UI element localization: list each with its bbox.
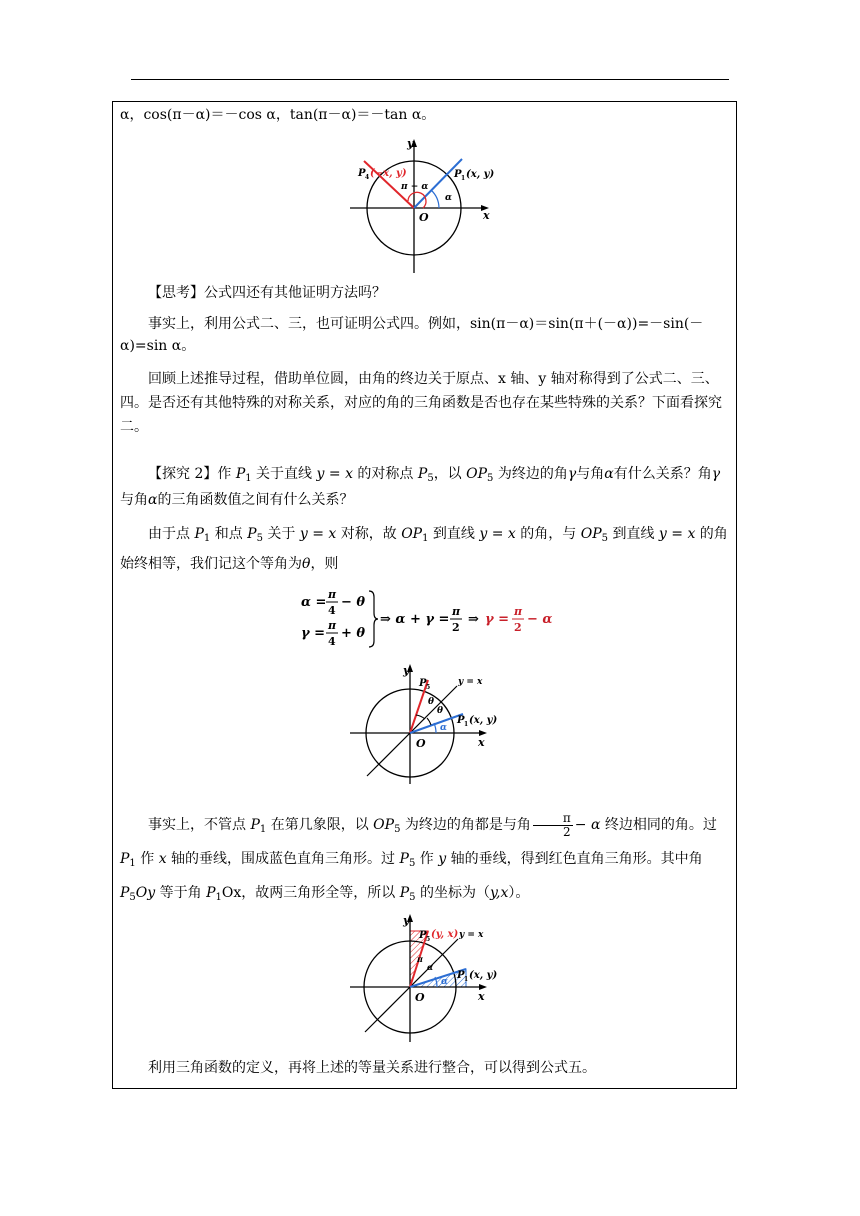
unit-circle-figure-2 bbox=[345, 662, 505, 787]
y-axis-label: y bbox=[407, 137, 414, 150]
p1-sub: 1 bbox=[464, 976, 469, 983]
unit-circle-figure-3 bbox=[345, 910, 505, 1045]
y-equals-x-label: y = x bbox=[458, 677, 483, 687]
fact2-paragraph: 事实上，不管点 $P_1$ 在第几象限，以 $OP_5$ 为终边的角都是与角 $\frac{\pi}{2}$ − α 终边相同的角。过 $P_1$ 作 x 轴的垂线，围成蓝色直角三角形。过 $P_5$ 作 y 轴的垂线，得到红色直角三角形。其中角 $P_5Oy$ 等于角 $P_1Ox$，故两三角形全等，所以 $P_5$ 的坐标为（y,x）。 bbox=[120, 810, 717, 903]
formula-block bbox=[298, 583, 558, 653]
svg-text:2: 2 bbox=[514, 621, 522, 634]
y-axis-label: y bbox=[403, 914, 410, 927]
svg-text:4: 4 bbox=[328, 635, 336, 648]
p1-sub: 1 bbox=[461, 175, 466, 182]
alpha-label: α bbox=[445, 193, 452, 203]
svg-text:⇒: ⇒ bbox=[468, 612, 479, 627]
origin-label: O bbox=[416, 737, 426, 750]
theta-label-1: θ bbox=[428, 697, 435, 707]
svg-text:2: 2 bbox=[452, 621, 460, 634]
header-rule bbox=[131, 79, 729, 80]
x-axis-label: x bbox=[478, 990, 485, 1003]
svg-text:π: π bbox=[514, 605, 523, 618]
think-paragraph: 【思考】公式四还有其他证明方法吗？ bbox=[148, 285, 386, 301]
origin-label: O bbox=[415, 991, 425, 1004]
p1-label: P bbox=[457, 715, 465, 726]
p1-label: P bbox=[454, 169, 462, 180]
svg-text:γ =: γ = bbox=[485, 612, 510, 627]
fact1-paragraph: 事实上，利用公式二、三，也可证明公式四。例如，sin(π－α)＝sin(π＋(－α))=－sin(－α)=sin α。 bbox=[120, 316, 704, 354]
since-paragraph: 由于点 $P_1$ 和点 $P_5$ 关于 y = x 对称，故 $OP_1$ 到直线 y = x 的角，与 $OP_5$ 到直线 y = x 的角始终相等，我们记这个等角为θ，则 bbox=[120, 526, 728, 572]
pi-minus-alpha-label: π − α bbox=[401, 182, 429, 192]
origin-label: O bbox=[419, 211, 429, 224]
theta-label-2: θ bbox=[437, 706, 444, 716]
p4-label: P bbox=[358, 168, 366, 179]
x-axis-label: x bbox=[483, 209, 490, 222]
alpha-small-label: α bbox=[427, 962, 434, 972]
pi-label: π bbox=[417, 954, 423, 964]
y-equals-x-label: y = x bbox=[459, 930, 484, 940]
p4-coord: (−x, y) bbox=[370, 168, 407, 179]
svg-text:− θ: − θ bbox=[341, 595, 366, 610]
p5-label: P bbox=[419, 678, 427, 689]
p5-label: P bbox=[419, 930, 427, 941]
p1-coord: (x, y) bbox=[469, 970, 498, 981]
p5-sub: 5 bbox=[426, 684, 431, 691]
p1-coord: (x, y) bbox=[466, 169, 495, 180]
y-axis-label: y bbox=[403, 664, 410, 677]
p1-label: P bbox=[457, 970, 465, 981]
p1-coord: (x, y) bbox=[469, 715, 498, 726]
svg-text:− α: − α bbox=[527, 612, 553, 627]
p5-coord: (y, x) bbox=[431, 929, 459, 940]
formula-line: α，cos(π－α)＝－cos α，tan(π－α)＝－tan α。 bbox=[120, 107, 436, 123]
svg-text:π: π bbox=[328, 588, 337, 601]
p1-sub: 1 bbox=[464, 721, 469, 728]
svg-text:π: π bbox=[452, 605, 461, 618]
last-paragraph: 利用三角函数的定义，再将上述的等量关系进行整合，可以得到公式五。 bbox=[148, 1060, 596, 1076]
svg-text:γ =: γ = bbox=[301, 626, 326, 641]
alpha-label: α bbox=[440, 723, 447, 733]
review-paragraph: 回顾上述推导过程，借助单位圆，由角的终边关于原点、x 轴、y 轴对称得到了公式二、三、四。是否还有其他特殊的对称关系，对应的角的三角函数是否也存在某些特殊的关系？下面看探究二。 bbox=[120, 371, 722, 435]
explore-paragraph: 【探究 2】作 $P_1$ 关于直线 y = x 的对称点 $P_5$，以 $OP_5$ 为终边的角γ与角α有什么关系？角γ与角α的三角函数值之间有什么关系？ bbox=[120, 466, 721, 508]
x-axis-label: x bbox=[478, 736, 485, 749]
p4-sub: 4 bbox=[365, 174, 370, 181]
unit-circle-figure-1 bbox=[345, 135, 505, 280]
alpha-label: α bbox=[441, 977, 448, 987]
svg-text:α =: α = bbox=[301, 595, 327, 610]
svg-text:π: π bbox=[328, 619, 337, 632]
p5-sub: 5 bbox=[426, 936, 431, 943]
svg-text:⇒ α + γ =: ⇒ α + γ = bbox=[380, 612, 450, 627]
svg-text:4: 4 bbox=[328, 604, 336, 617]
svg-text:+ θ: + θ bbox=[341, 626, 366, 641]
